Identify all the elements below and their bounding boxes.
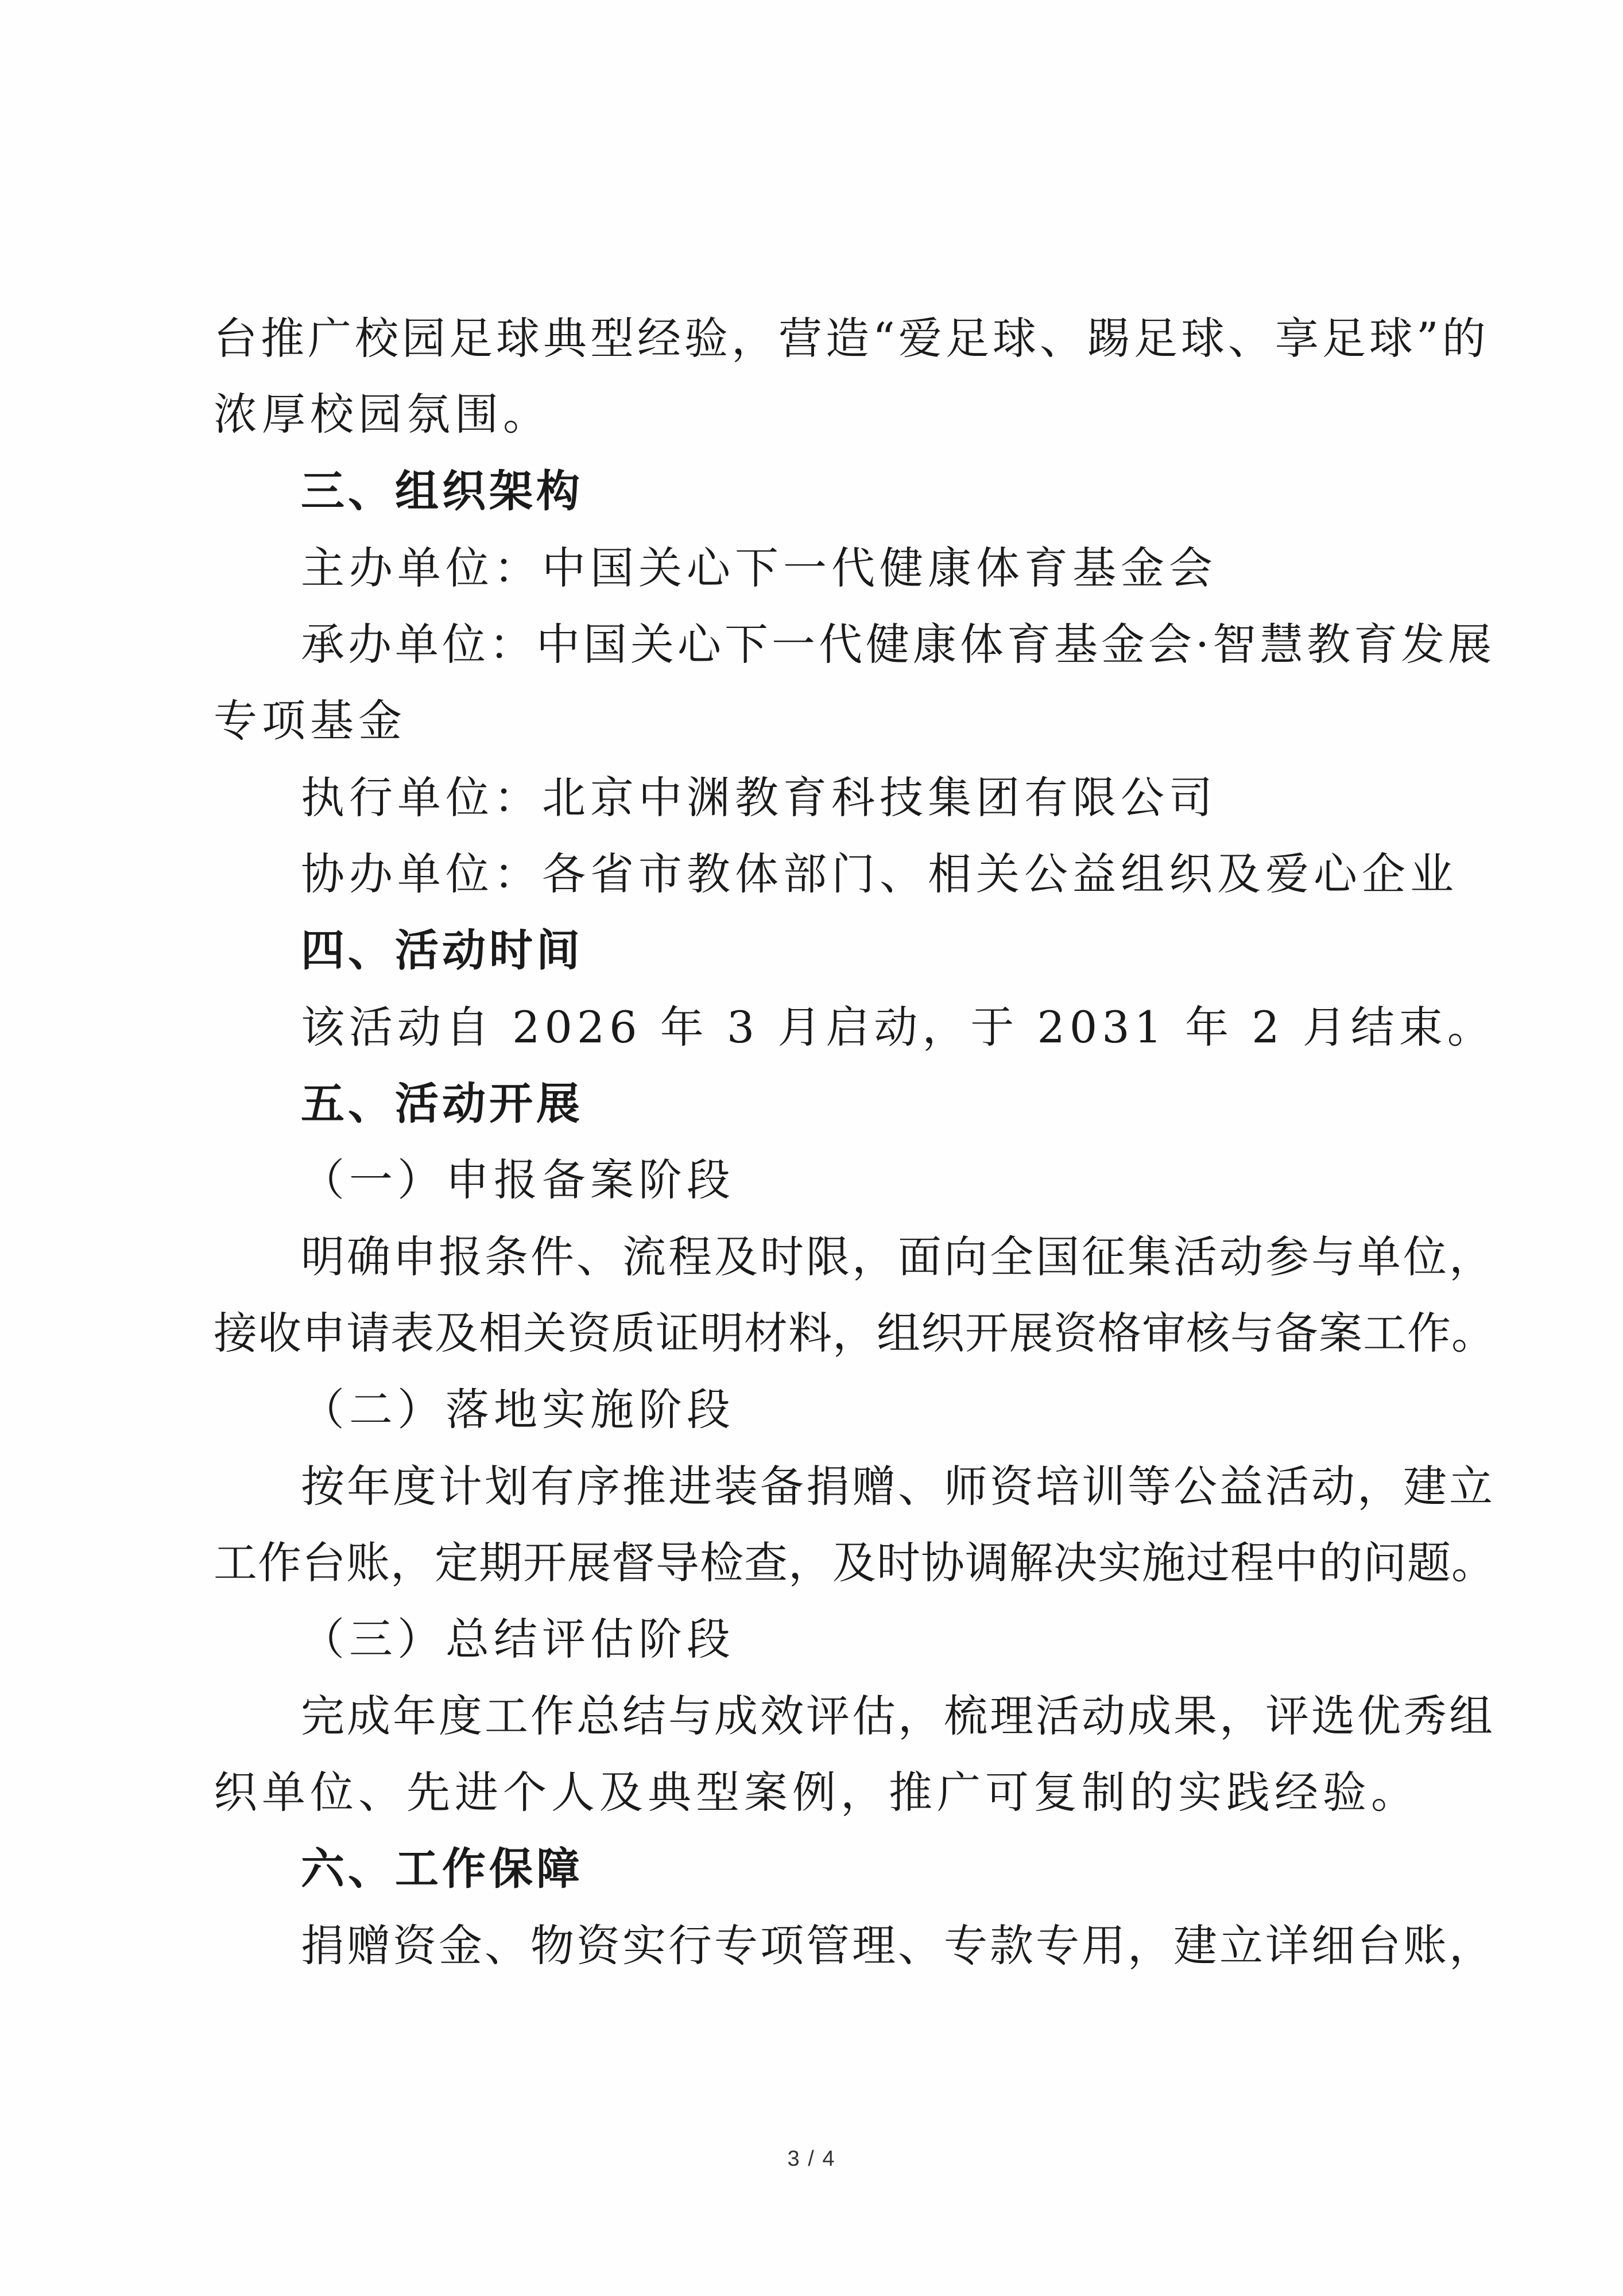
paragraph-line: 完成年度工作总结与成效评估，梳理活动成果，评选优秀组	[301, 1690, 1495, 1742]
section-heading-organization: 三、组织架构	[301, 466, 583, 517]
paragraph-line: 按年度计划有序推进装备捐赠、师资培训等公益活动，建立	[301, 1461, 1495, 1512]
paragraph-line: 协办单位：各省市教体部门、相关公益组织及爱心企业	[301, 848, 1458, 899]
section-heading-activities: 五、活动开展	[301, 1078, 583, 1129]
section-heading-time: 四、活动时间	[301, 925, 583, 976]
paragraph-line: 承办单位：中国关心下一代健康体育基金会·智慧教育发展	[301, 619, 1496, 670]
subsection-heading: （二）落地实施阶段	[301, 1384, 735, 1435]
paragraph-line: 主办单位：中国关心下一代健康体育基金会	[301, 542, 1217, 594]
section-heading-guarantee: 六、工作保障	[301, 1843, 583, 1894]
paragraph-line: 工作台账，定期开展督导检查，及时协调解决实施过程中的问题。	[214, 1537, 1496, 1588]
page-number: 3 / 4	[787, 2147, 836, 2171]
paragraph-line: 专项基金	[214, 695, 406, 746]
paragraph-line: 执行单位：北京中渊教育科技集团有限公司	[301, 772, 1217, 823]
paragraph-line: 捐赠资金、物资实行专项管理、专款专用，建立详细台账，	[301, 1920, 1495, 1971]
paragraph-line: 明确申报条件、流程及时限，面向全国征集活动参与单位，	[301, 1231, 1495, 1282]
paragraph-line: 接收申请表及相关资质证明材料，组织开展资格审核与备案工作。	[214, 1308, 1496, 1359]
subsection-heading: （一）申报备案阶段	[301, 1154, 735, 1205]
subsection-heading: （三）总结评估阶段	[301, 1614, 735, 1665]
paragraph-line: 浓厚校园氛围。	[214, 389, 551, 440]
paragraph-line: 该活动自 2026 年 3 月启动，于 2031 年 2 月结束。	[301, 1002, 1496, 1053]
paragraph-line: 台推广校园足球典型经验，营造“爱足球、踢足球、享足球”的	[214, 313, 1489, 364]
paragraph-line: 织单位、先进个人及典型案例，推广可复制的实践经验。	[214, 1767, 1419, 1818]
